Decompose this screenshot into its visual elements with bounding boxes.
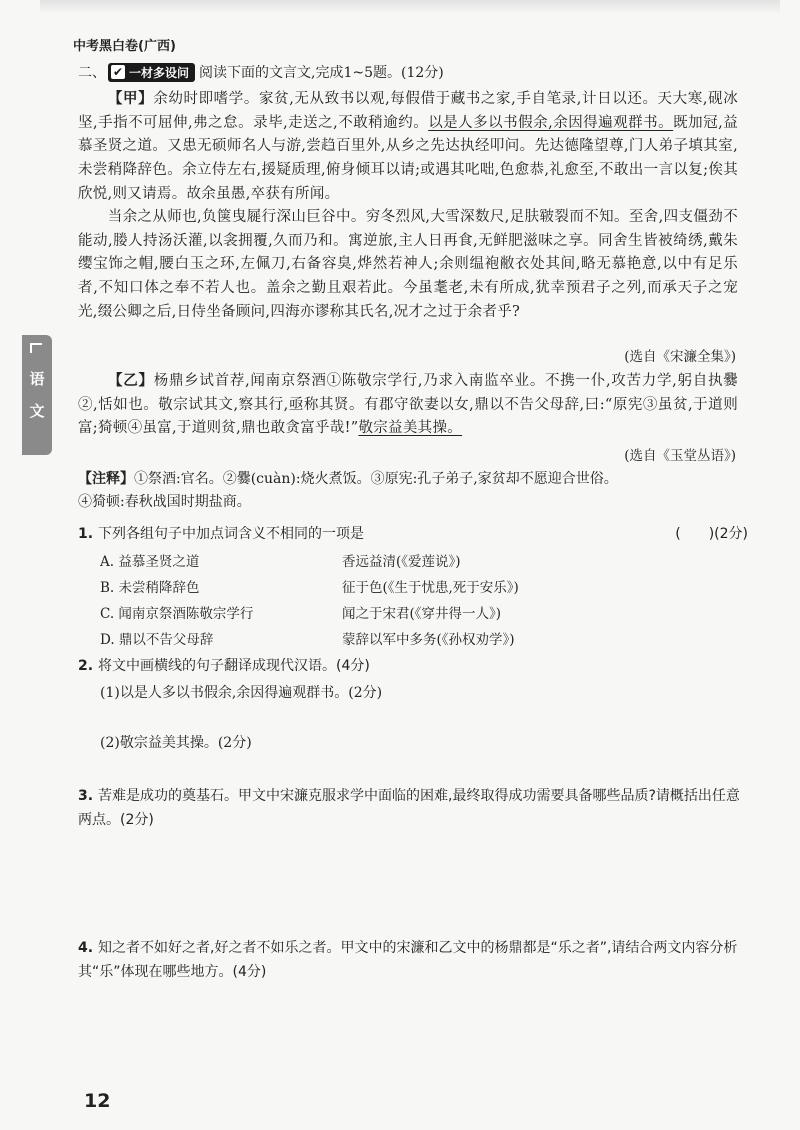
section-number: 二、 — [78, 65, 106, 81]
book-header: 中考黑白卷(广西) — [73, 39, 176, 54]
option-c-right: 闻之于宋君(《穿井得一人》) — [342, 606, 502, 622]
question-text: 知之者不如好之者,好之者不如乐之者。甲文中的宋濂和乙文中的杨鼎都是“乐之者”,请结合两文内容分析其“乐”体现在哪些地方。(4分) — [78, 940, 738, 980]
page-top-shadow — [40, 0, 780, 14]
section-heading — [78, 62, 444, 82]
side-tab-char-2: 文 — [29, 402, 45, 420]
option-b-left[interactable]: B. 未尝稍降辞色 — [100, 580, 200, 596]
passage-yi-label: 【乙】 — [107, 373, 154, 389]
question-1 — [78, 522, 748, 546]
section-tag-label: 一材多设问 — [129, 65, 190, 80]
passage-jia-paragraph-1 — [78, 88, 738, 207]
section-instruction: 阅读下面的文言文,完成1~5题。(12分) — [199, 65, 444, 81]
question-2-sub-1: (1)以是人多以书假余,余因得遍观群书。(2分) — [100, 685, 383, 701]
question-number: 1. — [78, 526, 94, 542]
passage-jia-text-2: 既加冠,益慕圣贤之道。又患无硕师名人与游,尝趋百里外,从乡之先达执经叩问。先达德隆望尊,门人弟子填其室,未尝稍降辞色。余立侍左右,援疑质理,俯身倾耳以请;或遇其叱咄,色愈恭,礼愈至,不敢出一言以复;俟其欣悦,则又请焉。故余虽愚,卒获有所闻。 — [78, 114, 739, 202]
option-a-left[interactable]: A. 益慕圣贤之道 — [100, 554, 200, 570]
passage-yi-paragraph — [78, 370, 738, 441]
answer-blank[interactable]: ( )(2分) — [675, 526, 748, 542]
question-number: 4. — [78, 940, 94, 956]
option-a-right: 香远益清(《爱莲说》) — [342, 554, 461, 570]
question-3 — [78, 784, 748, 832]
passage-jia-underlined-sentence: 以是人多以书假余,余因得遍观群书。 — [428, 114, 674, 131]
option-d-left[interactable]: D. 鼎以不告父母辞 — [100, 632, 214, 648]
option-b-right: 征于色(《生于忧患,死于安乐》) — [342, 580, 519, 596]
question-4 — [78, 936, 748, 984]
checkmark-icon: ✔ — [112, 65, 124, 79]
passage-jia-paragraph-2 — [78, 206, 738, 325]
notes-line-1: ①祭酒:官名。②爨(cuàn):烧火煮饭。③原宪:孔子弟子,家贫却不愿迎合世俗。 — [134, 471, 618, 487]
question-text: 苦难是成功的奠基石。甲文中宋濂克服求学中面临的困难,最终取得成功需要具备哪些品质?请概括出任意两点。(2分) — [78, 788, 740, 828]
passage-yi-text: 杨鼎乡试首荐,闻南京祭酒①陈敬宗学行,乃求入南监卒业。不携一仆,攻苦力学,躬自执爨②,恬如也。敬宗试其文,察其行,亟称其贤。有郡守欲妻以女,鼎以不告父母辞,曰:“原宪③虽贫,于道则富;猗顿④虽富,于道则贫,鼎也敢贪富乎哉!” — [78, 373, 738, 437]
passage-jia-text-1: 余幼时即嗜学。家贫,无从致书以观,每假借于藏书之家,手自笔录,计日以还。天大寒,砚冰坚,手指不可屈伸,弗之怠。录毕,走送之,不敢稍逾约。 — [78, 91, 738, 131]
subject-side-tab — [22, 335, 52, 455]
option-d-right: 蒙辞以军中多务(《孙权劝学》) — [342, 632, 515, 648]
passage-jia-label: 【甲】 — [107, 91, 154, 107]
section-tag — [108, 63, 195, 82]
passage-jia-source: (选自《宋濂全集》) — [624, 349, 736, 365]
notes-block — [78, 468, 748, 514]
question-number: 2. — [78, 658, 94, 674]
question-2 — [78, 654, 748, 678]
question-text: 将文中画横线的句子翻译成现代汉语。(4分) — [98, 658, 370, 674]
passage-yi-source: (选自《玉堂丛语》) — [624, 448, 736, 464]
question-2-sub-2: (2)敬宗益美其操。(2分) — [100, 735, 252, 751]
question-number: 3. — [78, 788, 94, 804]
question-text: 下列各组句子中加点词含义不相同的一项是 — [98, 526, 364, 542]
notes-label: 【注释】 — [78, 471, 134, 487]
passage-yi-underlined-sentence: 敬宗益美其操。 — [358, 420, 463, 437]
notes-line-2: ④猗顿:春秋战国时期盐商。 — [78, 494, 251, 510]
option-c-left[interactable]: C. 闻南京祭酒陈敬宗学行 — [100, 606, 254, 622]
passage-jia-text-3: 当余之从师也,负箧曳屣行深山巨谷中。穷冬烈风,大雪深数尺,足肤皲裂而不知。至舍,四支僵劲不能动,媵人持汤沃灌,以衾拥覆,久而乃和。寓逆旅,主人日再食,无鲜肥滋味之享。同舍生皆被绮绣,戴朱缨宝饰之帽,腰白玉之环,左佩刀,右备容臭,烨然若神人;余则缊袍敝衣处其间,略无慕艳意,以中有足乐者,不知口体之奉不若人也。盖余之勤且艰若此。今虽耄老,未有所成,犹幸预君子之列,而承天子之宠光,缀公卿之后,日侍坐备顾问,四海亦谬称其氏名,况才之过于余者乎? — [78, 209, 738, 320]
page-number: 12 — [84, 1090, 111, 1112]
side-tab-char-1: 语 — [29, 370, 45, 388]
